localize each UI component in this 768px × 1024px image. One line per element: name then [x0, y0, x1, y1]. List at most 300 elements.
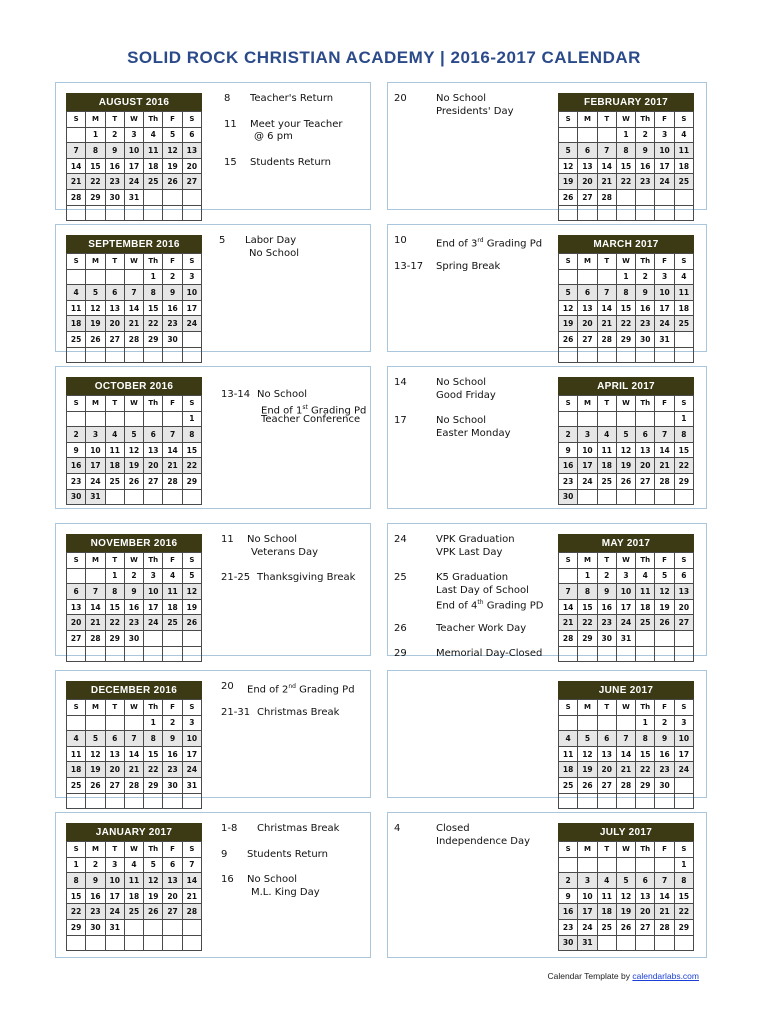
day-cell: 14 [86, 599, 105, 615]
day-cell: 17 [124, 158, 143, 174]
day-cell: 30 [163, 777, 182, 793]
calendarlabs-link[interactable]: calendarlabs.com [632, 971, 699, 981]
day-cell: 21 [616, 762, 635, 778]
weekday-header: F [655, 254, 674, 270]
weekday-header: W [124, 700, 143, 716]
day-cell: 28 [67, 189, 86, 205]
weekday-header: S [182, 700, 201, 716]
day-cell: 28 [597, 331, 616, 347]
day-cell: 14 [559, 599, 578, 615]
day-cell [559, 205, 578, 221]
week-row [67, 904, 202, 920]
day-cell: 4 [597, 427, 616, 443]
day-cell: 15 [616, 300, 635, 316]
event-text: End of 3rd Grading Pd [436, 237, 543, 250]
day-cell: 28 [182, 904, 201, 920]
day-cell: 2 [636, 127, 655, 143]
event-text: Christmas Break [257, 823, 340, 834]
day-cell: 23 [86, 904, 105, 920]
weekday-header: F [655, 700, 674, 716]
day-cell [182, 646, 201, 662]
day-cell: 22 [578, 615, 597, 631]
day-cell: 4 [674, 269, 693, 285]
day-cell: 16 [559, 904, 578, 920]
day-cell: 16 [124, 599, 143, 615]
day-cell: 31 [655, 331, 674, 347]
weekday-header: F [655, 396, 674, 412]
day-cell: 25 [67, 331, 86, 347]
day-cell [674, 630, 693, 646]
weekday-header: M [578, 700, 597, 716]
day-cell [182, 205, 201, 221]
weekday-header: W [616, 396, 635, 412]
day-cell: 11 [163, 584, 182, 600]
day-cell: 24 [124, 174, 143, 190]
day-cell: 25 [124, 904, 143, 920]
week-row [559, 442, 694, 458]
event-text: Easter Monday [436, 427, 511, 439]
day-cell: 27 [636, 919, 655, 935]
day-cell: 3 [105, 857, 124, 873]
event-text: No School [436, 415, 486, 426]
panel-august [55, 82, 371, 210]
week-row [67, 127, 202, 143]
week-row [559, 411, 694, 427]
day-cell: 24 [616, 615, 635, 631]
day-cell: 2 [163, 715, 182, 731]
event-date: 13-14 [221, 389, 251, 400]
day-cell: 19 [86, 316, 105, 332]
day-cell [182, 919, 201, 935]
week-row [67, 473, 202, 489]
week-row [559, 904, 694, 920]
day-cell: 25 [144, 174, 163, 190]
day-cell: 18 [597, 458, 616, 474]
day-cell: 3 [674, 715, 693, 731]
day-cell: 26 [163, 174, 182, 190]
day-cell: 11 [674, 143, 693, 159]
day-cell: 17 [182, 746, 201, 762]
day-cell [655, 489, 674, 505]
month-grid [66, 552, 202, 662]
weekday-header: M [86, 553, 105, 569]
weekday-header: M [86, 842, 105, 858]
event-text: K5 Graduation [436, 572, 509, 583]
weekday-header: F [655, 112, 674, 128]
day-cell: 12 [616, 888, 635, 904]
day-cell: 1 [674, 857, 693, 873]
day-cell [163, 793, 182, 809]
weekday-header: S [674, 112, 693, 128]
event-text: Memorial Day-Closed [436, 648, 543, 659]
day-cell [578, 347, 597, 363]
day-cell: 24 [674, 762, 693, 778]
day-cell: 9 [124, 584, 143, 600]
weekday-header: S [67, 700, 86, 716]
day-cell [105, 935, 124, 951]
day-cell [559, 269, 578, 285]
weekday-header: W [124, 254, 143, 270]
day-cell [616, 793, 635, 809]
day-cell: 3 [144, 568, 163, 584]
day-cell [144, 793, 163, 809]
month-title: JANUARY 2017 [66, 823, 202, 841]
event-text: No School [436, 93, 486, 104]
week-row [559, 427, 694, 443]
day-cell: 11 [597, 888, 616, 904]
week-row [67, 777, 202, 793]
day-cell [144, 935, 163, 951]
day-cell: 22 [674, 458, 693, 474]
day-cell: 13 [578, 300, 597, 316]
calendar-june [558, 681, 694, 809]
day-cell: 13 [144, 442, 163, 458]
day-cell [86, 935, 105, 951]
day-cell: 4 [597, 873, 616, 889]
day-cell: 11 [636, 584, 655, 600]
panel-may [387, 523, 707, 659]
calendar-february [558, 93, 694, 221]
day-cell: 21 [124, 316, 143, 332]
day-cell: 1 [636, 715, 655, 731]
day-cell: 24 [578, 919, 597, 935]
day-cell: 30 [597, 630, 616, 646]
day-cell: 1 [182, 411, 201, 427]
day-cell: 19 [163, 158, 182, 174]
day-cell: 5 [182, 568, 201, 584]
day-cell: 15 [144, 746, 163, 762]
day-cell: 4 [67, 731, 86, 747]
month-title: NOVEMBER 2016 [66, 534, 202, 552]
weekday-header: T [105, 254, 124, 270]
week-row [67, 427, 202, 443]
day-cell: 13 [67, 599, 86, 615]
day-cell: 16 [636, 300, 655, 316]
day-cell: 5 [144, 857, 163, 873]
weekday-header: S [67, 842, 86, 858]
day-cell [105, 793, 124, 809]
day-cell: 22 [86, 174, 105, 190]
calendar-may [558, 534, 694, 662]
event-text: Last Day of School [436, 584, 529, 596]
day-cell: 8 [182, 427, 201, 443]
day-cell: 20 [67, 615, 86, 631]
day-cell: 20 [636, 904, 655, 920]
day-cell: 21 [559, 615, 578, 631]
day-cell: 23 [655, 762, 674, 778]
weekday-header: W [616, 112, 635, 128]
day-cell: 27 [578, 331, 597, 347]
week-row [559, 205, 694, 221]
week-row [559, 919, 694, 935]
day-cell: 22 [616, 316, 635, 332]
weekday-header: F [655, 842, 674, 858]
weekday-header: F [163, 700, 182, 716]
week-row [67, 919, 202, 935]
month-grid [558, 552, 694, 662]
day-cell: 27 [674, 615, 693, 631]
weekday-header: M [86, 254, 105, 270]
day-cell: 27 [163, 904, 182, 920]
day-cell [578, 411, 597, 427]
day-cell: 2 [559, 873, 578, 889]
day-cell: 2 [163, 269, 182, 285]
day-cell: 7 [67, 143, 86, 159]
week-row [67, 599, 202, 615]
day-cell [597, 347, 616, 363]
day-cell [144, 189, 163, 205]
day-cell [182, 331, 201, 347]
day-cell: 26 [578, 777, 597, 793]
day-cell: 21 [86, 615, 105, 631]
day-cell: 29 [674, 473, 693, 489]
day-cell: 4 [163, 568, 182, 584]
day-cell: 21 [182, 888, 201, 904]
day-cell: 14 [655, 442, 674, 458]
event-date: 24 [394, 534, 407, 545]
event-text: No School [436, 377, 486, 388]
day-cell [578, 205, 597, 221]
event-text: Independence Day [436, 835, 531, 847]
day-cell: 3 [182, 715, 201, 731]
day-cell: 18 [67, 762, 86, 778]
day-cell [86, 269, 105, 285]
event-date: 20 [394, 93, 407, 104]
day-cell: 30 [124, 630, 143, 646]
day-cell: 3 [578, 427, 597, 443]
day-cell [578, 857, 597, 873]
week-row [67, 143, 202, 159]
panel-april [387, 366, 707, 509]
weekday-header: T [597, 700, 616, 716]
day-cell: 16 [636, 158, 655, 174]
weekday-header: M [86, 112, 105, 128]
weekday-header: W [616, 553, 635, 569]
day-cell: 8 [674, 873, 693, 889]
day-cell: 30 [105, 189, 124, 205]
weekday-header: T [597, 553, 616, 569]
weekday-header: T [597, 254, 616, 270]
day-cell: 8 [105, 584, 124, 600]
day-cell: 29 [616, 331, 635, 347]
day-cell: 3 [578, 873, 597, 889]
day-cell: 6 [578, 143, 597, 159]
month-grid [66, 841, 202, 951]
day-cell: 14 [182, 873, 201, 889]
day-cell: 19 [86, 762, 105, 778]
day-cell: 11 [67, 746, 86, 762]
day-cell: 15 [636, 746, 655, 762]
day-cell [616, 189, 635, 205]
week-row [559, 285, 694, 301]
day-cell: 12 [124, 442, 143, 458]
day-cell: 28 [559, 630, 578, 646]
weekday-header: M [86, 396, 105, 412]
week-row [559, 615, 694, 631]
day-cell [163, 347, 182, 363]
event-date: 21-25 [221, 572, 251, 583]
day-cell: 25 [674, 316, 693, 332]
day-cell: 31 [86, 489, 105, 505]
day-cell: 30 [86, 919, 105, 935]
weekday-header: S [674, 842, 693, 858]
event-date: 16 [221, 874, 234, 885]
weekday-header: W [616, 254, 635, 270]
day-cell [163, 919, 182, 935]
day-cell: 30 [163, 331, 182, 347]
day-cell: 5 [86, 285, 105, 301]
day-cell: 15 [86, 158, 105, 174]
event-text: Teacher Conference [261, 414, 361, 425]
week-row [67, 715, 202, 731]
day-cell: 12 [86, 300, 105, 316]
day-cell: 15 [674, 442, 693, 458]
day-cell [578, 489, 597, 505]
day-cell [636, 205, 655, 221]
day-cell [144, 919, 163, 935]
day-cell: 23 [67, 473, 86, 489]
day-cell: 12 [144, 873, 163, 889]
day-cell [86, 411, 105, 427]
day-cell [636, 646, 655, 662]
day-cell: 26 [144, 904, 163, 920]
day-cell: 8 [67, 873, 86, 889]
weekday-header: Th [144, 700, 163, 716]
weekday-header: F [163, 842, 182, 858]
day-cell [636, 793, 655, 809]
week-row [559, 873, 694, 889]
day-cell: 11 [67, 300, 86, 316]
day-cell [182, 189, 201, 205]
event-date: 29 [394, 648, 407, 659]
day-cell [559, 857, 578, 873]
day-cell [124, 489, 143, 505]
day-cell: 9 [597, 584, 616, 600]
panel-june [387, 670, 707, 798]
day-cell: 30 [559, 489, 578, 505]
weekday-header: S [67, 553, 86, 569]
week-row [67, 615, 202, 631]
day-cell: 2 [655, 715, 674, 731]
day-cell: 12 [655, 584, 674, 600]
day-cell [124, 646, 143, 662]
day-cell: 5 [559, 285, 578, 301]
day-cell: 28 [124, 331, 143, 347]
day-cell: 17 [674, 746, 693, 762]
day-cell: 6 [144, 427, 163, 443]
calendar-april [558, 377, 694, 505]
week-row [559, 646, 694, 662]
day-cell: 17 [616, 599, 635, 615]
day-cell: 22 [182, 458, 201, 474]
day-cell: 6 [182, 127, 201, 143]
weekday-header: Th [144, 254, 163, 270]
event-text: Good Friday [436, 389, 496, 401]
day-cell: 21 [597, 174, 616, 190]
day-cell: 17 [655, 158, 674, 174]
event-date: 10 [394, 235, 407, 246]
day-cell: 25 [105, 473, 124, 489]
event-text: VPK Graduation [436, 534, 515, 545]
day-cell [597, 857, 616, 873]
day-cell: 18 [559, 762, 578, 778]
day-cell [655, 205, 674, 221]
month-grid [558, 111, 694, 221]
event-date: 21-31 [221, 706, 251, 718]
day-cell: 2 [636, 269, 655, 285]
week-row [67, 873, 202, 889]
day-cell [182, 489, 201, 505]
day-cell [655, 189, 674, 205]
week-row [559, 599, 694, 615]
week-row [67, 458, 202, 474]
day-cell: 14 [163, 442, 182, 458]
day-cell: 27 [67, 630, 86, 646]
day-cell: 17 [86, 458, 105, 474]
day-cell: 26 [616, 919, 635, 935]
weekday-header: S [559, 700, 578, 716]
day-cell: 10 [182, 285, 201, 301]
day-cell: 24 [655, 316, 674, 332]
day-cell: 7 [163, 427, 182, 443]
day-cell [105, 411, 124, 427]
page-title: SOLID ROCK CHRISTIAN ACADEMY | 2016-2017 CALENDAR [127, 48, 641, 67]
day-cell [636, 630, 655, 646]
day-cell: 27 [105, 777, 124, 793]
day-cell: 6 [105, 731, 124, 747]
weekday-header: M [86, 700, 105, 716]
calendar-march [558, 235, 694, 363]
day-cell: 26 [559, 331, 578, 347]
week-row [67, 746, 202, 762]
day-cell [597, 411, 616, 427]
day-cell [559, 715, 578, 731]
week-row [559, 458, 694, 474]
day-cell [616, 489, 635, 505]
day-cell [67, 269, 86, 285]
day-cell [674, 489, 693, 505]
day-cell [67, 127, 86, 143]
day-cell: 10 [655, 285, 674, 301]
day-cell: 23 [124, 615, 143, 631]
month-title: OCTOBER 2016 [66, 377, 202, 395]
weekday-header: S [559, 842, 578, 858]
day-cell [124, 715, 143, 731]
day-cell [67, 205, 86, 221]
day-cell [105, 489, 124, 505]
weekday-header: S [674, 396, 693, 412]
day-cell: 9 [105, 143, 124, 159]
day-cell: 20 [578, 174, 597, 190]
day-cell: 28 [163, 473, 182, 489]
week-row [559, 888, 694, 904]
day-cell: 20 [182, 158, 201, 174]
day-cell: 26 [86, 331, 105, 347]
calendar-november [66, 534, 202, 662]
day-cell: 14 [67, 158, 86, 174]
day-cell [67, 347, 86, 363]
week-row [559, 189, 694, 205]
day-cell: 26 [616, 473, 635, 489]
weekday-header: M [578, 553, 597, 569]
day-cell: 23 [597, 615, 616, 631]
day-cell: 18 [674, 300, 693, 316]
day-cell: 9 [163, 285, 182, 301]
weekday-header: F [163, 254, 182, 270]
event-text: Labor Day [245, 235, 297, 246]
week-row [559, 746, 694, 762]
week-row [559, 174, 694, 190]
